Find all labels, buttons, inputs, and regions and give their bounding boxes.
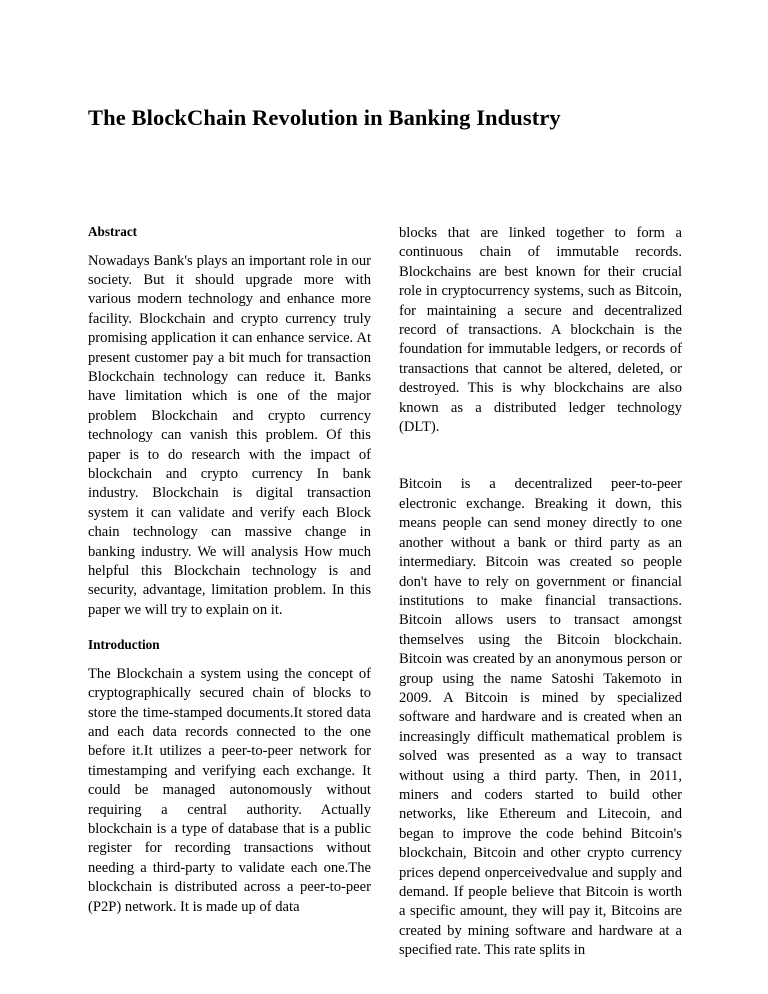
introduction-paragraph: The Blockchain a system using the concept of cryptographically secured chain of blocks to store the time-stamped documents.It stored data and each data records connected to the one before it.It utilizes a peer-to-peer network for timestamping and verifying each exchange. It could be managed autonomously without requiring a central authority. Actually blockchain is a type of database that is a public register for recording transactions without needing a third-party to validate each one.The blockchain is distributed across a peer-to-peer (P2P) network. It is made up of data [88, 665, 371, 915]
two-column-body [88, 224, 682, 961]
right-column [399, 224, 682, 961]
right-column-paragraph-one: blocks that are linked together to form a continuous chain of immutable records. Blockchains are best known for their crucial role in cryptocurrency systems, such as Bitcoin, for maintaining a secure and decentralized record of transactions. A blockchain is the foundation for immutable ledgers, or records of transactions that cannot be altered, deleted, or destroyed. This is why blockchains are also known as a distributed ledger technology (DLT). [399, 225, 682, 436]
right-column-paragraph-two: Bitcoin is a decentralized peer-to-peer electronic exchange. Breaking it down, this means people can send money directly to one another without a bank or third party as an intermediary. Bitcoin was created so people don't have to rely on government or financial institutions to make financial transactions. Bitcoin allows users to transact amongst themselves using the Bitcoin blockchain. Bitcoin was created by an anonymous person or group using the name Satoshi Takemoto in 2009. A Bitcoin is mined by specialized software and hardware and is created when an increasingly difficult mathematical problem is solved was presented as a way to transact without using a third party. Then, in 2011, miners and coders started to build other networks, like Ethereum and Litecoin, and began to improve the code behind Bitcoin's blockchain, Bitcoin and other crypto currency prices depend onperceivedvalue and supply and demand. If people believe that Bitcoin is worth a specific amount, they will pay it, Bitcoins are created by mining software and hardware at a specified rate. This rate splits in [399, 476, 682, 959]
page-title: The BlockChain Revolution in Banking Industry [88, 105, 561, 131]
introduction-heading: Introduction [88, 637, 160, 653]
abstract-paragraph: Nowadays Bank's plays an important role in our society. But it should upgrade more with various modern technology and enhance more facility. Blockchain and crypto currency truly promising application it can enhance service. At present customer pay a bit much for transaction Blockchain technology can reduce it. Banks have limitation which is one of the major problem Blockchain and crypto currency technology can vanish this problem. Of this paper is to do research with the impact of blockchain and crypto currency In bank industry. Blockchain is digital transaction system it can validate and verify each Block chain technology can massive change in banking industry. We will analysis How much helpful this Blockchain technology is and security, advantage, limitation problem. In this paper we will try to explain on it. [88, 252, 371, 618]
abstract-heading: Abstract [88, 224, 138, 239]
left-column [88, 224, 371, 917]
